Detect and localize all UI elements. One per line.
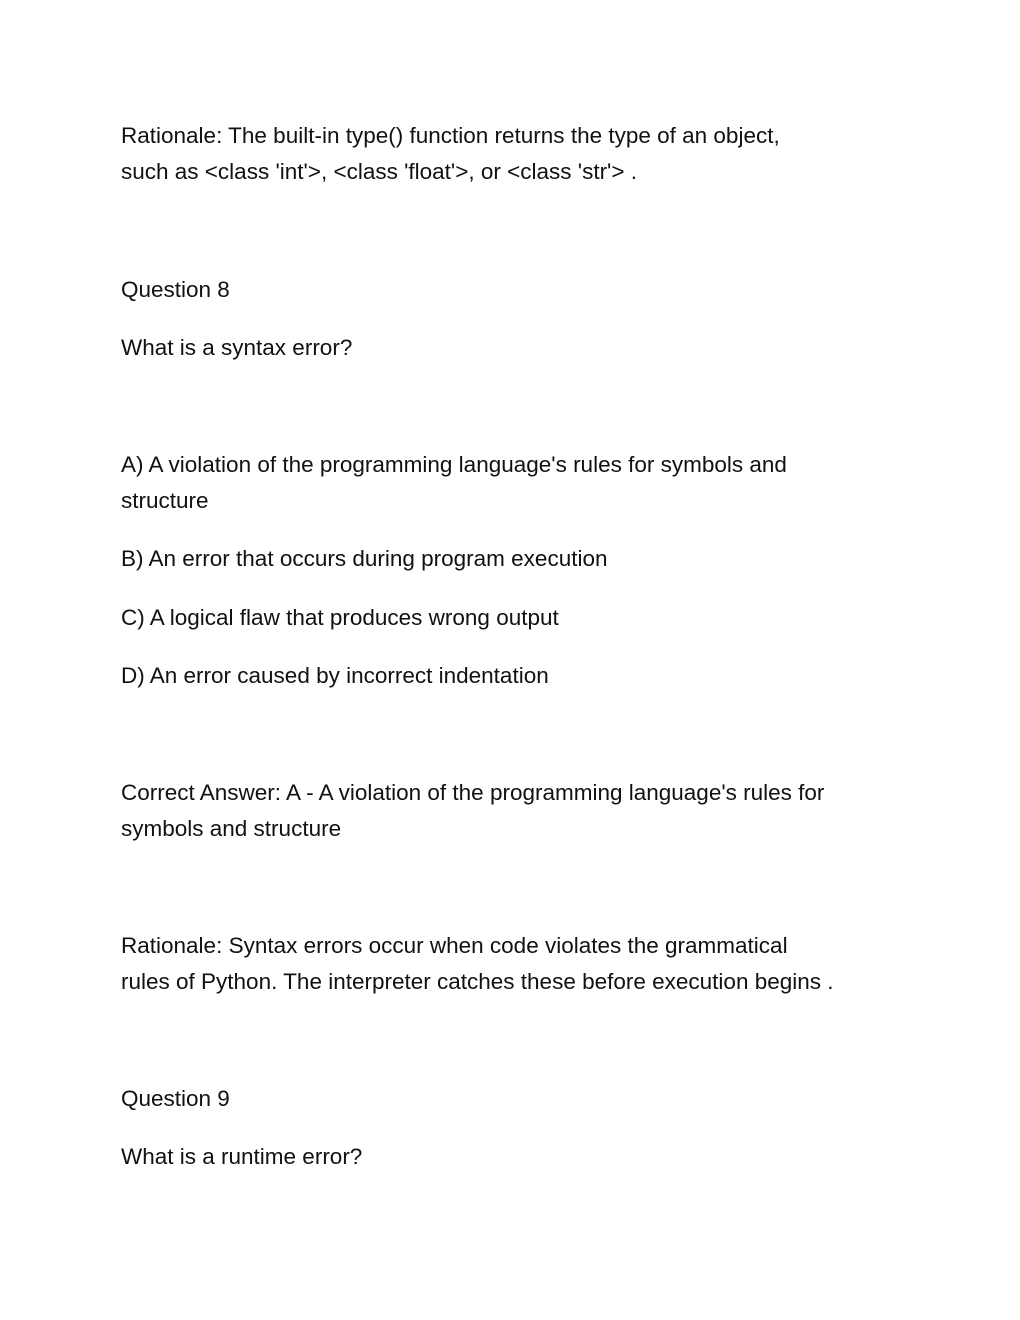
rationale-line-1: Rationale: Syntax errors occur when code violates the grammatical xyxy=(121,933,788,958)
option-a-line-2: structure xyxy=(121,488,209,513)
question-8-option-b: B) An error that occurs during program execution xyxy=(121,546,608,571)
option-a-line-1: A) A violation of the programming language's rules for symbols and xyxy=(121,452,787,477)
previous-question-rationale xyxy=(121,118,911,190)
question-8-prompt: What is a syntax error? xyxy=(121,335,353,360)
rationale-line-1: Rationale: The built-in type() function returns the type of an object, xyxy=(121,123,780,148)
question-8-rationale xyxy=(121,928,911,1000)
question-8-heading: Question 8 xyxy=(121,277,230,302)
question-8-option-d: D) An error caused by incorrect indentation xyxy=(121,663,549,688)
question-9-heading: Question 9 xyxy=(121,1086,230,1111)
question-9-prompt: What is a runtime error? xyxy=(121,1144,363,1169)
correct-answer-line-2: symbols and structure xyxy=(121,816,342,841)
correct-answer-line-1: Correct Answer: A - A violation of the programming language's rules for xyxy=(121,780,825,805)
rationale-line-2: rules of Python. The interpreter catches these before execution begins . xyxy=(121,969,834,994)
question-8-option-a xyxy=(121,447,911,519)
question-8-option-c: C) A logical flaw that produces wrong output xyxy=(121,605,559,630)
rationale-line-2: such as <class 'int'>, <class 'float'>, or <class 'str'> . xyxy=(121,159,637,184)
question-8-correct-answer xyxy=(121,775,911,847)
